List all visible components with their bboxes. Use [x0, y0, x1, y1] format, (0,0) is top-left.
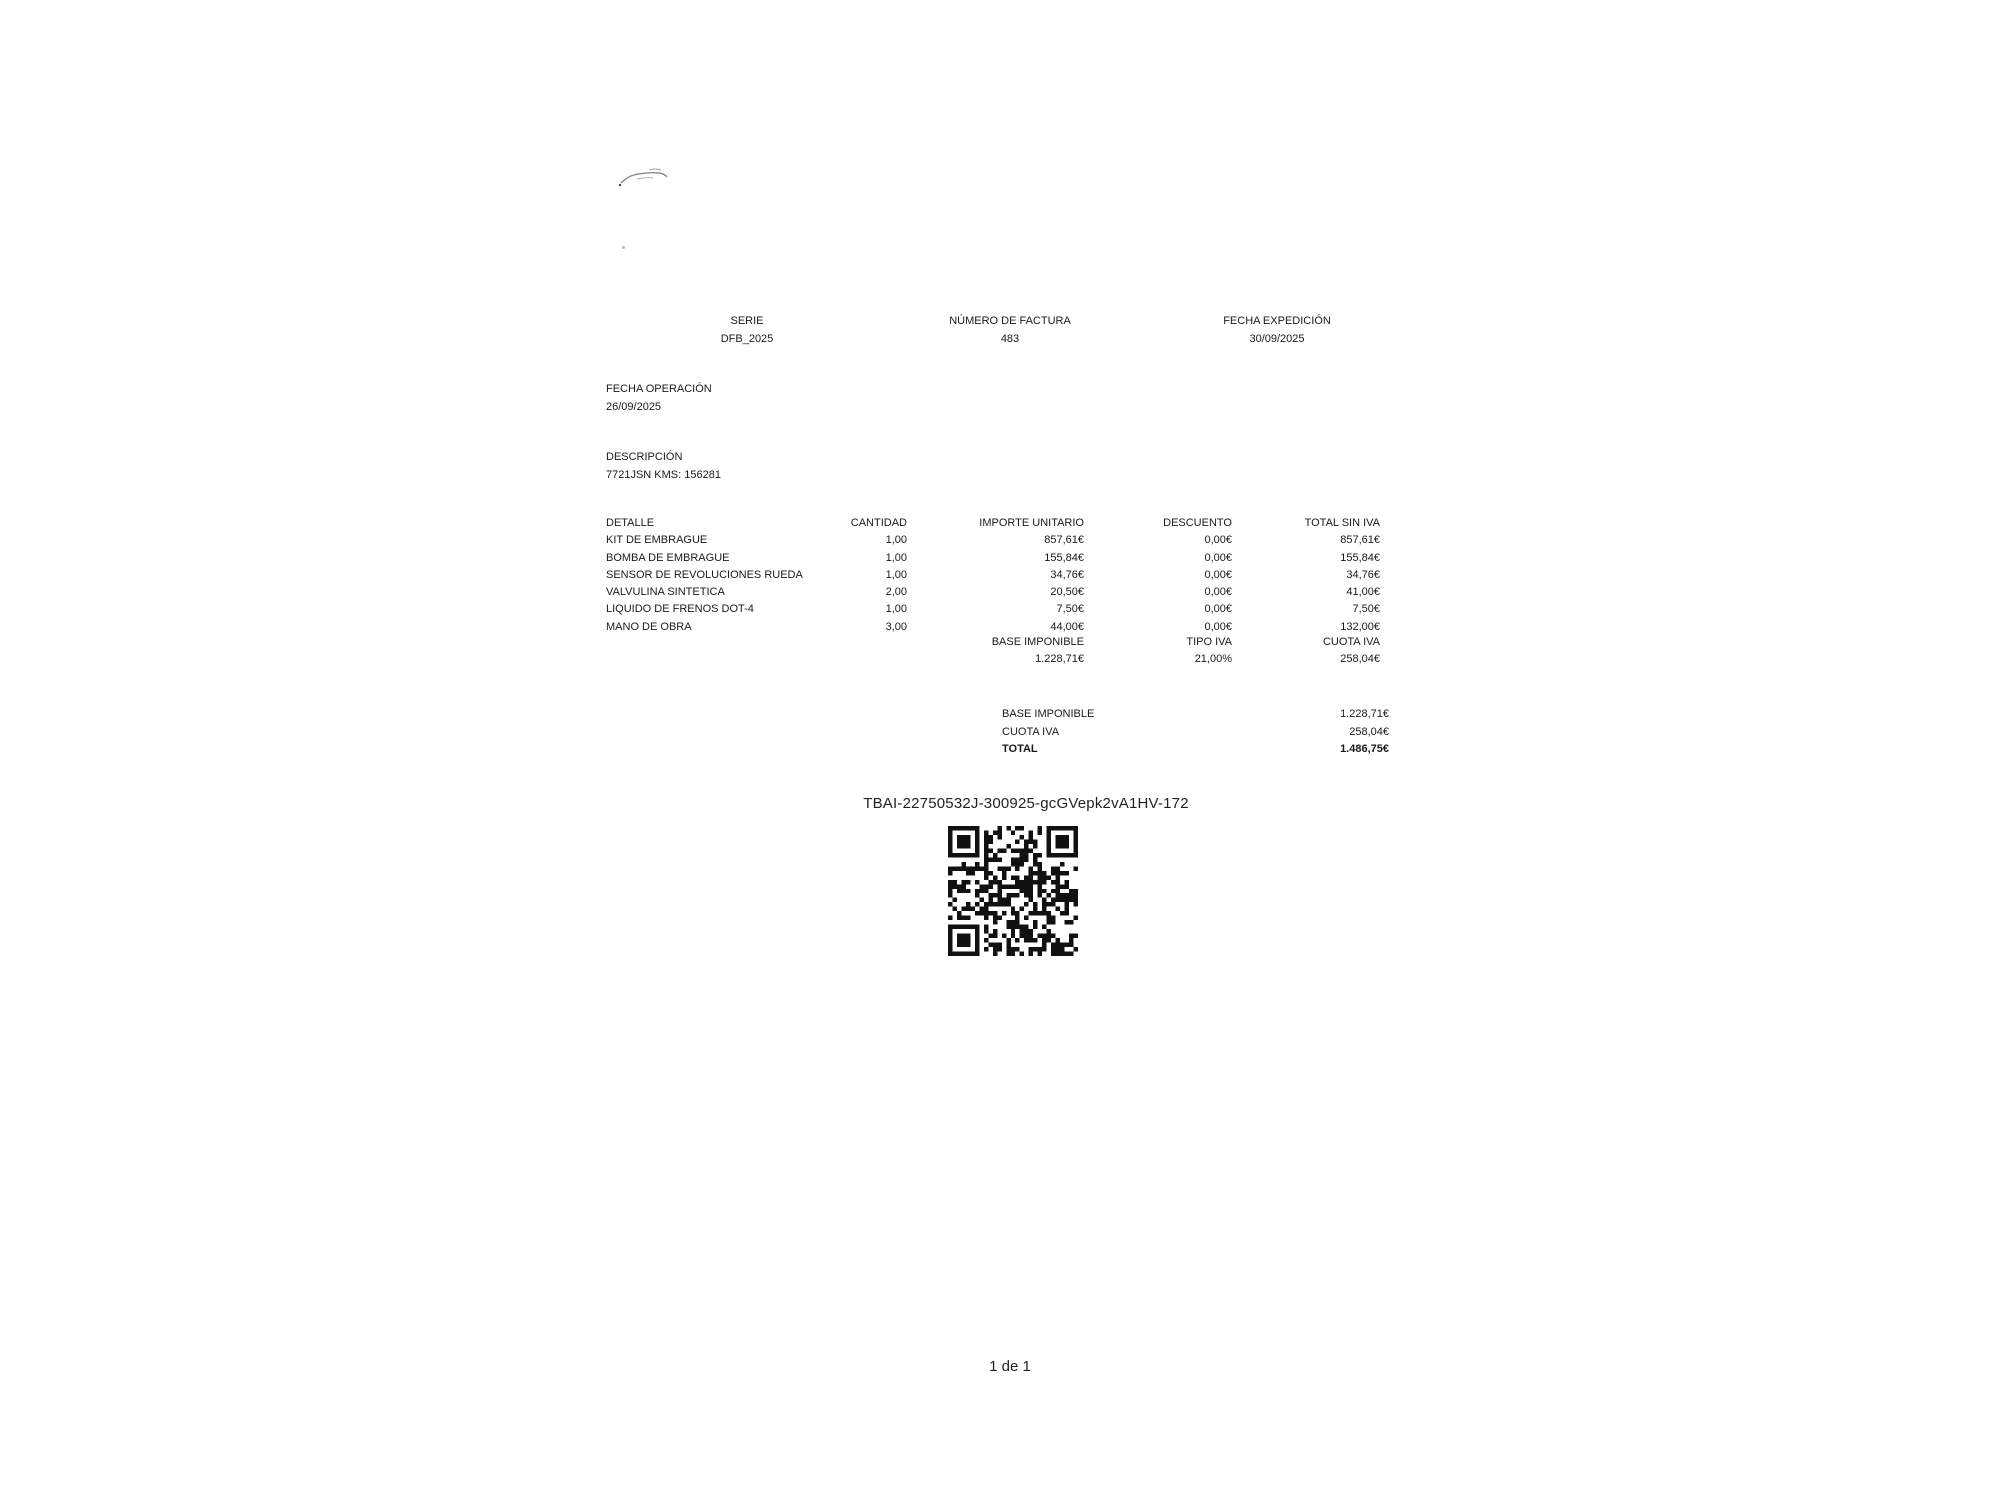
operation-date-block [606, 380, 712, 416]
column-header-cantidad: CANTIDAD [850, 517, 907, 529]
line-cantidad: 3,00 [885, 620, 907, 633]
line-total: 41,00€ [1346, 586, 1380, 599]
logo-dot [622, 246, 625, 249]
tax-base-value: 1.228,71€ [1035, 653, 1084, 666]
tax-amount-label: CUOTA IVA [1322, 636, 1380, 648]
summary-cuota-value: 258,04€ [1349, 725, 1389, 738]
line-cantidad: 1,00 [885, 568, 907, 581]
line-cantidad: 2,00 [885, 586, 907, 599]
summary-total-value: 1.486,75€ [1340, 743, 1389, 755]
summary-cuota-row [1002, 724, 1390, 742]
line-descuento: 0,00€ [1204, 586, 1232, 599]
line-detalle: LIQUIDO DE FRENOS DOT-4 [606, 603, 754, 616]
summary-total-label: TOTAL [1002, 743, 1038, 755]
page-indicator: 1 de 1 [989, 1358, 1031, 1375]
line-items-table [606, 515, 1390, 636]
tax-values-row [606, 651, 1390, 668]
line-descuento: 0,00€ [1204, 551, 1232, 564]
line-detalle: VALVULINA SINTETICA [606, 586, 725, 599]
description-value: 7721JSN KMS: 156281 [606, 469, 721, 481]
summary-cuota-label: CUOTA IVA [1002, 725, 1060, 738]
line-importe: 155,84€ [1044, 551, 1084, 564]
description-block [606, 448, 721, 484]
issue-date-block [1187, 312, 1367, 348]
line-total: 155,84€ [1340, 551, 1380, 564]
summary-base-value: 1.228,71€ [1340, 708, 1389, 720]
issue-date-label: FECHA EXPEDICIÓN [1223, 315, 1331, 327]
tax-rate-label: TIPO IVA [1186, 636, 1232, 648]
line-importe: 7,50€ [1056, 603, 1084, 616]
invoice-number-value: 483 [1000, 333, 1020, 345]
table-row [606, 601, 1390, 618]
tax-breakdown [606, 634, 1390, 669]
column-header-importe-unitario: IMPORTE UNITARIO [979, 517, 1084, 529]
table-row [606, 584, 1390, 601]
company-logo [615, 155, 675, 195]
line-descuento: 0,00€ [1204, 620, 1232, 633]
column-header-descuento: DESCUENTO [1163, 517, 1232, 529]
table-row [606, 532, 1390, 549]
serie-label: SERIE [730, 315, 764, 327]
summary-total-row [1002, 741, 1390, 759]
line-importe: 20,50€ [1050, 586, 1084, 599]
tax-rate-value: 21,00% [1194, 653, 1232, 666]
line-detalle: MANO DE OBRA [606, 620, 692, 633]
line-total: 7,50€ [1352, 603, 1380, 616]
column-header-total-sin-iva: TOTAL SIN IVA [1304, 517, 1380, 529]
line-total: 857,61€ [1340, 534, 1380, 547]
table-row [606, 550, 1390, 567]
tax-header-row [606, 634, 1390, 651]
column-header-detalle: DETALLE [606, 517, 655, 529]
line-cantidad: 1,00 [885, 534, 907, 547]
invoice-number-block [920, 312, 1100, 348]
line-cantidad: 1,00 [885, 603, 907, 616]
tax-amount-value: 258,04€ [1340, 653, 1380, 666]
ticketbai-code: TBAI-22750532J-300925-gcGVepk2vA1HV-172 [863, 795, 1189, 812]
line-detalle: SENSOR DE REVOLUCIONES RUEDA [606, 568, 803, 581]
line-descuento: 0,00€ [1204, 603, 1232, 616]
invoice-number-label: NÚMERO DE FACTURA [949, 315, 1071, 327]
line-importe: 44,00€ [1050, 620, 1084, 633]
qr-code [948, 826, 1078, 956]
table-header-row [606, 515, 1390, 532]
issue-date-value: 30/09/2025 [1249, 333, 1305, 345]
tax-base-label: BASE IMPONIBLE [991, 636, 1084, 648]
line-importe: 34,76€ [1050, 568, 1084, 581]
serie-block [667, 312, 827, 348]
line-importe: 857,61€ [1044, 534, 1084, 547]
operation-date-value: 26/09/2025 [606, 401, 662, 413]
summary-base-row [1002, 706, 1390, 724]
operation-date-label: FECHA OPERACIÓN [606, 383, 712, 395]
line-cantidad: 1,00 [885, 551, 907, 564]
table-row [606, 567, 1390, 584]
line-detalle: BOMBA DE EMBRAGUE [606, 551, 730, 564]
line-total: 132,00€ [1340, 620, 1380, 633]
totals-summary [1002, 706, 1390, 759]
line-descuento: 0,00€ [1204, 534, 1232, 547]
line-total: 34,76€ [1346, 568, 1380, 581]
line-descuento: 0,00€ [1204, 568, 1232, 581]
summary-base-label: BASE IMPONIBLE [1002, 708, 1095, 720]
description-label: DESCRIPCIÓN [606, 451, 683, 463]
line-detalle: KIT DE EMBRAGUE [606, 534, 708, 547]
serie-value: DFB_2025 [720, 333, 774, 345]
